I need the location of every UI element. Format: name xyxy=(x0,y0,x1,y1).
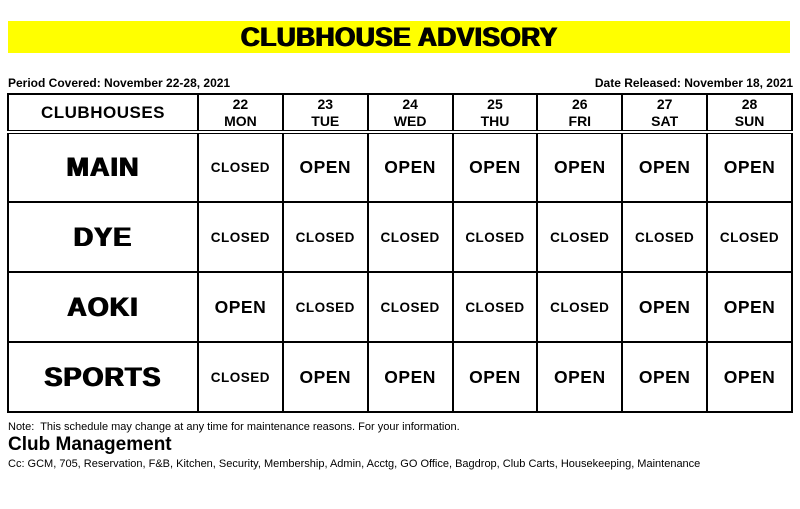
day-name: THU xyxy=(480,112,510,129)
day-header-sat xyxy=(622,94,707,132)
table-row-dye xyxy=(8,202,792,272)
clubhouse-name: MAIN xyxy=(8,132,198,202)
day-name: FRI xyxy=(568,112,592,129)
status-cell: CLOSED xyxy=(198,132,283,202)
status-cell: CLOSED xyxy=(368,272,453,342)
status-cell: OPEN xyxy=(283,342,368,412)
day-date: 26 xyxy=(572,95,588,112)
day-header-wed xyxy=(368,94,453,132)
table-row-sports xyxy=(8,342,792,412)
day-header-fri xyxy=(537,94,622,132)
clubhouses-header: CLUBHOUSES xyxy=(8,94,198,132)
status-cell: CLOSED xyxy=(453,202,538,272)
status-cell: CLOSED xyxy=(622,202,707,272)
day-name: MON xyxy=(224,112,257,129)
status-cell: CLOSED xyxy=(707,202,792,272)
day-name: TUE xyxy=(311,112,340,129)
status-cell: CLOSED xyxy=(198,202,283,272)
status-cell: OPEN xyxy=(453,132,538,202)
status-cell: OPEN xyxy=(368,342,453,412)
day-name: SAT xyxy=(651,112,679,129)
advisory-banner xyxy=(8,21,790,53)
meta-line xyxy=(8,76,793,90)
footer xyxy=(8,421,793,470)
day-date: 25 xyxy=(487,95,503,112)
status-cell: OPEN xyxy=(453,342,538,412)
day-date: 27 xyxy=(656,95,673,112)
signature-text: Club Management xyxy=(8,434,172,455)
clubhouse-name: AOKI xyxy=(8,272,198,342)
status-cell: OPEN xyxy=(622,342,707,412)
status-cell: OPEN xyxy=(198,272,283,342)
day-date: 24 xyxy=(402,95,418,112)
status-cell: OPEN xyxy=(537,132,622,202)
clubhouse-name: SPORTS xyxy=(8,342,198,412)
table-row-main xyxy=(8,132,792,202)
note-text: Note: This schedule may change at any time for maintenance reasons. For your information. xyxy=(8,421,460,433)
status-cell: CLOSED xyxy=(453,272,538,342)
status-cell: OPEN xyxy=(283,132,368,202)
period-covered-label: Period Covered: November 22-28, 2021 xyxy=(8,76,231,90)
clubhouse-name: DYE xyxy=(8,202,198,272)
status-cell: CLOSED xyxy=(537,272,622,342)
date-released-label: Date Released: November 18, 2021 xyxy=(594,76,793,90)
day-header-sun xyxy=(707,94,792,132)
cc-list: Cc: GCM, 705, Reservation, F&B, Kitchen, Security, Membership, Admin, Acctg, GO Office, Bagdrop, Club Carts, Housekeeping, Maintenance xyxy=(8,458,701,470)
status-cell: OPEN xyxy=(707,132,792,202)
day-header-mon xyxy=(198,94,283,132)
day-date: 22 xyxy=(232,95,249,112)
status-cell: CLOSED xyxy=(283,202,368,272)
status-cell: OPEN xyxy=(707,272,792,342)
status-cell: CLOSED xyxy=(537,202,622,272)
status-cell: OPEN xyxy=(707,342,792,412)
status-cell: CLOSED xyxy=(368,202,453,272)
status-cell: CLOSED xyxy=(198,342,283,412)
day-name: WED xyxy=(393,112,427,129)
page-title: CLUBHOUSE ADVISORY xyxy=(240,21,558,52)
day-date: 23 xyxy=(317,95,334,112)
day-header-tue xyxy=(283,94,368,132)
status-cell: OPEN xyxy=(537,342,622,412)
status-cell: OPEN xyxy=(622,272,707,342)
day-header-thu xyxy=(453,94,538,132)
day-name: SUN xyxy=(734,112,765,129)
table-row-aoki xyxy=(8,272,792,342)
day-date: 28 xyxy=(741,95,758,112)
status-cell: CLOSED xyxy=(283,272,368,342)
status-cell: OPEN xyxy=(622,132,707,202)
status-cell: OPEN xyxy=(368,132,453,202)
schedule-table xyxy=(7,93,793,413)
table-header-row xyxy=(8,94,792,132)
